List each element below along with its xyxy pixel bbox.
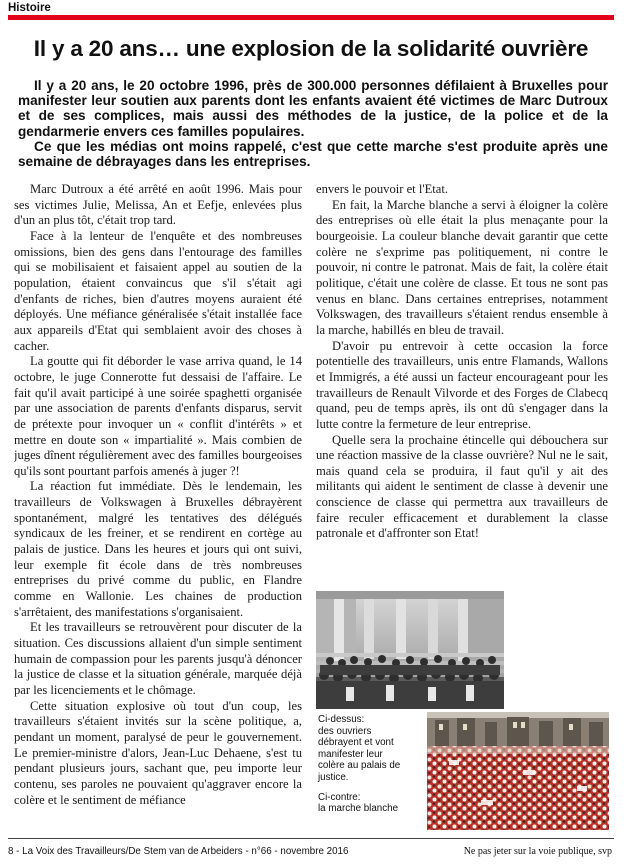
- photo-workers-illustration: [316, 591, 504, 709]
- caption-line: la marche blanche: [318, 803, 399, 815]
- caption-line: Ci-contre:: [318, 791, 361, 803]
- caption-line: débrayent et vont: [318, 737, 394, 749]
- chapeau-paragraph: Il y a 20 ans, le 20 octobre 1996, près de 300.000 personnes défilaient à Bruxelles pour manifester leur soutien aux parents dont les enfants avaient été victimes de Marc Dutroux et de ses complices, mais aussi des méthodes de la justice, de la police et de la gendarmerie envers ces familles populaires.: [18, 78, 608, 139]
- body-paragraph: La réaction fut immédiate. Dès le lendemain, les travailleurs de Volkswagen à Bruxelles débrayèrent spontanément, malgré les tentatives des délégués syndicaux de les freiner, et se rendirent en cortège au palais de justice. Dans les heures et jours qui ont suivi, leur exemple fit école dans de très nombreuses entreprises du privé comme du public, en Flandre comme en Wallonie. Les chaines de production s'arrêtaient, des manifestations s'organisaient.: [14, 479, 302, 619]
- body-paragraph: La goutte qui fit déborder le vase arriva quand, le 14 octobre, le juge Connerotte fut dessaisi de l'affaire. Le fait qu'il avait participé à une soirée spaghetti organisée par une association de parents d'enfants disparus, servit de prétexte pour invoquer un « conflit d'intérêts » et mettre en doute son « impartialité ». Mais combien de juges dînent régulièrement avec des familles bourgeoises qu'ils sont pourtant parfois amenés à juger ?!: [14, 354, 302, 478]
- caption-line: colère au palais de: [318, 760, 401, 772]
- photo-marche-blanche-crowd: [427, 712, 609, 830]
- footer-rule: [8, 838, 614, 839]
- footer-publication-info: 8 - La Voix des Travailleurs/De Stem van de Arbeiders - n°66 - novembre 2016: [8, 846, 349, 857]
- body-paragraph: Et les travailleurs se retrouvèrent pour discuter de la situation. Ces discussions allaient d'un simple sentiment humain de compassion pour les parents jusqu'à dénoncer la justice de classe et la situation générale, marquée déjà par les licenciements et le chômage.: [14, 620, 302, 697]
- body-paragraph: Quelle sera la prochaine étincelle qui débouchera sur une réaction massive de la classe ouvrière? Nul ne le sait, mais quand cela se produira, il faut qu'il y ait des militants qui aident le sentiment de classe à devenir une conscience de classe qui permettra aux travailleurs de faire reculer efficacement et durablement la classe patronale et d'affronter son Etat!: [316, 432, 608, 541]
- photo-caption: [318, 714, 424, 815]
- article-column-left: [14, 182, 302, 842]
- body-paragraph-continued: envers le pouvoir et l'Etat.: [316, 182, 449, 196]
- caption-line: manifester leur: [318, 748, 383, 760]
- chapeau-paragraph: Ce que les médias ont moins rappelé, c'est que cette marche s'est produite après une semaine de débrayages dans les entreprises.: [18, 138, 608, 170]
- caption-line: des ouvriers: [318, 725, 372, 737]
- body-paragraph: Marc Dutroux a été arrêté en août 1996. Mais pour ses victimes Julie, Melissa, An et Eefje, enlevées plus d'un an plus tôt, c'était trop tard.: [14, 182, 302, 228]
- section-red-rule: [8, 15, 614, 20]
- caption-line: justice.: [318, 771, 349, 783]
- photo-crowd-illustration: [427, 712, 609, 830]
- body-paragraph: Cette situation explosive où tout d'un coup, les travailleurs s'étaient invités sur la scène politique, a, pendant un moment, paralysé de peur le gouvernement. Le premier-ministre d'alors, Jean-Luc Dehaene, s'est tu pendant plusieurs jours, sachant que, peu importe leur contenu, ses paroles ne pouvaient qu'aggraver encore la colère et le sentiment de méfiance: [14, 698, 302, 807]
- body-paragraph: D'avoir pu entrevoir à cette occasion la force potentielle des travailleurs, unis entre Flamands, Wallons et Immigrés, a été aussi un facteur encourageant pour les travailleurs de Renault Vilvorde et des Forges de Clabecq quand, peu de temps après, ils ont dû s'engager dans la lutte contre la fermeture de leur entreprise.: [316, 338, 608, 431]
- footer-notice: Ne pas jeter sur la voie publique, svp: [463, 846, 612, 857]
- body-paragraph: Face à la lenteur de l'enquête et des nombreuses omissions, bien des gens dans l'entourage des familles qui se mobilisaient et faisaient appel au soutien de la population, étaient convaincus que s'il s'était agi d'enfants de riches, bien d'autres moyens auraient été déployés. Une méfiance généralisée s'était installée face aux appareils d'Etat qui semblaient avoir des choses à cacher.: [14, 228, 302, 353]
- article-chapeau: [18, 78, 608, 169]
- body-paragraph: En fait, la Marche blanche a servi à éloigner la colère des entreprises où elle était la plus menaçante pour la bourgeoisie. La couleur blanche devait garantir que cette colère ne s'exprime pas politiquement, ni contre le pouvoir, ni contre le patronat. Mais de fait, la colère était politique, c'était une colère de classe. Et tous ne sont pas venus en blanc. Dans certaines entreprises, notamment Volkswagen, des travailleurs s'étaient rendus ensemble à la marche, habillés en bleu de travail.: [316, 197, 608, 337]
- caption-line: Ci-dessus:: [318, 714, 365, 725]
- article-headline: Il y a 20 ans… une explosion de la solidarité ouvrière: [33, 36, 589, 61]
- photo-workers-palais-de-justice: [316, 591, 504, 709]
- article-column-right: [316, 182, 608, 542]
- section-label: Histoire: [8, 2, 51, 14]
